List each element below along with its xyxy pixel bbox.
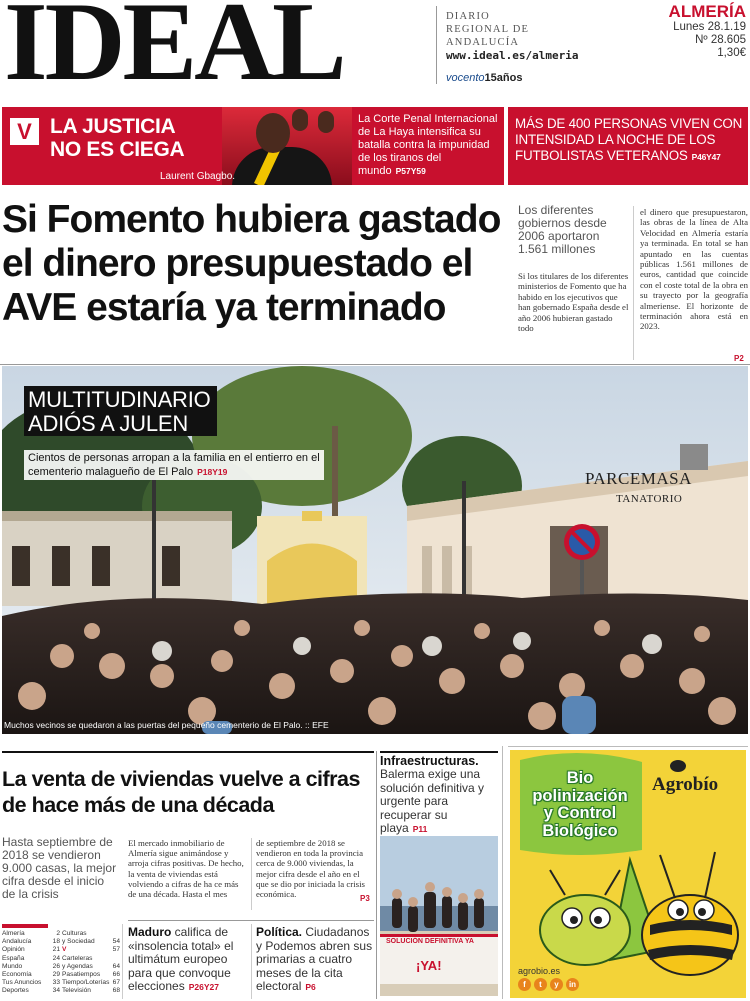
housing-dek: Hasta septiembre de 2018 se vendieron 9.000 casas, la mejor cifra desde el inicio de la crisis [2,835,117,901]
agrobio-advert[interactable] [510,750,746,998]
page-ref: P3 [360,894,370,903]
lead-dek: Los diferentes gobiernos desde 2006 aportaron 1.561 millones [518,203,607,256]
index-row[interactable]: Andalucía 18 [2,938,60,946]
index-row[interactable]: España 24 [2,954,60,962]
section-rule [2,751,374,753]
index-row[interactable]: Tiempo/Loterías 67 [62,979,120,987]
section-rule [0,364,750,365]
protest-banner-ya: ¡YA! [416,958,442,973]
index-row[interactable]: Economía 29 [2,971,60,979]
ad-slogan-line: y Control [543,804,617,822]
brief-text: Ciudadanos y Podemos abren sus primarias a cuatro meses de la cita electoral [256,925,373,993]
twitter-icon[interactable]: t [534,978,547,991]
index-accent-bar [2,924,48,928]
promo-text [515,116,747,165]
newspaper-logo[interactable]: IDEAL [4,0,344,104]
tanatorio-sign: PARCEMASA [585,469,692,488]
ad-rule [508,746,748,747]
index-row[interactable]: y Sociedad 54 [62,938,120,946]
ad-slogan [518,770,642,840]
photo-headline[interactable] [24,386,217,436]
ad-slogan-line: Biológico [542,821,618,840]
page-ref: P6 [305,982,316,992]
tagline-line: DIARIO [446,11,490,22]
photo-headline-line: ADIÓS A JULEN [28,411,189,436]
v-magazine-badge: V [10,118,39,145]
promo-headline: LA JUSTICIA NO ES CIEGA [50,115,185,161]
infra-text [380,768,498,837]
index-row[interactable]: Carteleras [62,954,93,962]
lead-body-col2: el dinero que presupuestaron, las obras de la línea de Alta Velocidad en Almería estaría ya terminada. En total se han apuntado en las cuentas públicas 1.561 millones de euros, cantidad que coincide con el coste total de la obra en su trayecto por la geografía almeriense. El horizonte de terminación ahora está en 2023. [640,207,748,332]
housing-body-col1: El mercado inmobiliario de Almería sigue animándose y arroja cifras positivas. De hecho, la venta de viviendas está volviendo a cifras de ha ce más de una década. Hasta el mes [128,838,244,900]
housing-headline[interactable]: La venta de viviendas vuelve a cifras de hace más de una década [2,767,360,817]
brief-lead: Política. [256,925,303,939]
lead-body-col1: Si los titulares de los diferentes ministerios de Fomento que ha habido en los ejecutivos que han gobernado España desde el año 2006 hubieran gastado todo [518,271,629,334]
lead-headline[interactable]: Si Fomento hubiera gastado el dinero presupuestado el AVE estaría ya terminado [2,198,501,329]
promo-banner-justice[interactable] [2,107,504,185]
column-divider [376,751,377,999]
section-rule [128,920,374,921]
edition-price: 1,30€ [717,47,746,59]
gbagbo-photo [222,107,352,185]
photo-caption: Laurent Gbagbo. [160,171,236,182]
tagline-line: REGIONAL DE [446,24,530,35]
protest-banner-text: SOLUCIÓN DEFINITIVA YA [386,938,474,945]
page-ref: P18Y19 [197,467,228,477]
infra-title[interactable]: Infraestructuras. [380,754,479,768]
index-column-1 [2,930,60,996]
photo-dek-text: Cientos de personas arropan a la familia en el entierro en el cementerio malagueño de El Palo [28,452,320,478]
page-ref: P26Y27 [188,982,219,992]
edition-city: ALMERÍA [668,2,746,21]
page-ref: P2 [734,354,744,363]
edition-date: Lunes 28.1.19 [673,21,746,33]
column-divider [122,924,123,999]
page-ref: P11 [412,824,428,835]
index-row[interactable]: Opinión 21 [2,946,60,954]
website-link[interactable]: www.ideal.es/almeria [446,49,579,62]
index-row[interactable]: V 57 [62,946,120,954]
photo-credit: Muchos vecinos se quedaron a las puertas del pequeño cementerio de El Palo. :: EFE [4,720,329,730]
index-row[interactable]: Almería 2 [2,930,60,937]
masthead-divider [436,6,437,84]
maduro-brief[interactable] [128,926,248,995]
promo-text-body: La Corte Penal Internacional de La Haya intensifica su batalla contra la impunidad de los tiranos del mundo [358,113,498,177]
index-row[interactable]: Deportes 34 [2,987,60,995]
tagline-line: ANDALUCÍA [446,37,520,48]
vocento-logo [446,72,522,84]
vocento-name: vocento [446,72,485,84]
linkedin-icon[interactable]: in [566,978,579,991]
ad-social-icons [518,978,579,991]
brief-lead: Maduro [128,925,172,939]
index-row[interactable]: Culturas [62,930,87,937]
photo-dek [24,450,324,480]
page-ref: P57Y59 [395,166,426,176]
promo-text-body: MÁS DE 400 PERSONAS VIVEN CON INTENSIDAD LA NOCHE DE LOS FUTBOLISTAS VETERANOS [515,116,743,163]
ad-url[interactable]: agrobio.es [518,966,561,976]
promo-text [358,113,500,178]
promo-banner-football[interactable] [508,107,748,185]
housing-body-col2: de septiembre de 2018 se vendieron en toda la provincia cerca de 9.000 viviendas, la mejor cifra desde el año en el que se dio por iniciada la crisis económica. [256,838,365,900]
index-column-2 [62,930,120,996]
column-divider [251,838,252,910]
section-rule [380,751,498,753]
brief-text: califica de «insolencia total» el ultimátum europeo para que convoque elecciones [128,925,234,993]
ad-slogan-line: Bio [566,769,594,787]
edition-info [673,21,746,60]
youtube-icon[interactable]: y [550,978,563,991]
masthead-tagline [446,10,596,49]
column-divider [251,924,252,999]
page-ref: P46Y47 [691,152,721,162]
tanatorio-sign-sub: TANATORIO [616,493,683,505]
ad-divider [502,746,503,999]
index-row[interactable]: Televisión 68 [62,987,120,995]
ad-slogan-line: polinización [532,786,628,805]
facebook-icon[interactable]: f [518,978,531,991]
index-row[interactable]: Pasatiempos 66 [62,971,120,979]
infra-text-body: Balerma exige una solución definitiva y urgente para recuperar su playa [380,767,485,836]
vocento-years: 15años [484,72,523,84]
index-row[interactable]: y Agendas 64 [62,962,120,970]
agrobio-logo: Agrobío [652,774,719,795]
politics-brief[interactable] [256,926,374,995]
column-divider [633,206,634,360]
index-row[interactable]: Mundo 26 [2,962,60,970]
edition-issue: Nº 28.605 [695,34,746,46]
index-row[interactable]: Tus Anuncios 33 [2,979,60,987]
photo-headline-line: MULTITUDINARIO [28,387,211,412]
